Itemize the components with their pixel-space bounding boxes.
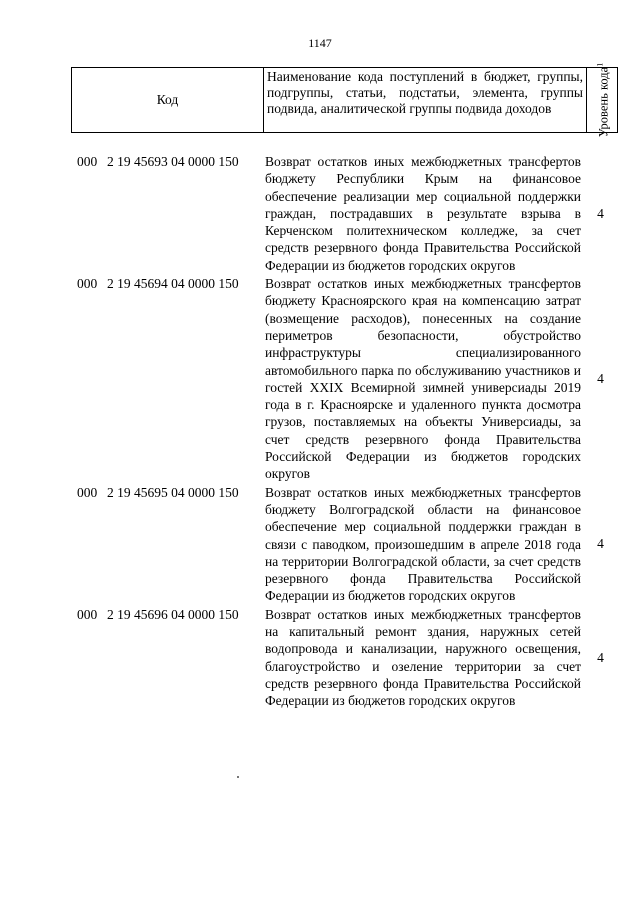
scan-speck <box>237 776 239 778</box>
table-row <box>77 275 618 483</box>
row-code: 2 19 45693 04 0000 150 <box>107 154 239 169</box>
table-row <box>77 153 618 274</box>
header-level <box>587 62 617 138</box>
table-row <box>77 484 618 605</box>
row-level: 4 <box>597 205 604 221</box>
table-header <box>71 62 618 138</box>
row-prefix: 000 <box>77 484 98 500</box>
row-name: Возврат остатков иных межбюджетных трансфертов на капитальный ремонт здания, наружных сетей водопровода и канализации, наружного освещения, благоустройство и озеление территории за счет средств резервного фонда Правительства Российской Федерации из бюджетов городских округов <box>265 606 581 709</box>
row-level: 4 <box>597 649 604 665</box>
header-code: Код <box>72 68 264 132</box>
page-number: 1147 <box>308 36 332 50</box>
footnote-marker: 1 <box>595 62 605 67</box>
table-body <box>77 153 618 711</box>
row-name: Возврат остатков иных межбюджетных трансфертов бюджету Республики Крым на финансовое обеспечение реализации мер социальной поддержки граждан, пострадавших в результате взрыва в Керченском политехническом колледже, за счет средств резервного фонда Правительства Российской Федерации из бюджетов городских округов <box>265 154 581 273</box>
row-code: 2 19 45696 04 0000 150 <box>107 606 239 622</box>
header-name: Наименование кода поступлений в бюджет, группы, подгруппы, статьи, подстатьи, элемента, группы подвида, аналитической группы подвида доходов <box>264 68 587 132</box>
row-name: Возврат остатков иных межбюджетных трансфертов бюджету Волгоградской области на финансовое обеспечение мер социальной поддержки граждан в связи с паводком, произошедшим в апреле 2018 года на территории Волгоградской области, за счет средств резервного фонда Правительства Российской Федерации из бюджетов городских округов <box>265 484 581 604</box>
row-level: 4 <box>597 536 604 552</box>
row-code: 2 19 45694 04 0000 150 <box>107 276 239 292</box>
row-code: 2 19 45695 04 0000 150 <box>107 484 239 500</box>
header-level-label: Уровень кода$^1$ <box>595 62 611 138</box>
row-level: 4 <box>597 370 604 386</box>
table-row <box>77 606 618 710</box>
row-prefix: 000 <box>77 154 98 169</box>
row-name: Возврат остатков иных межбюджетных трансфертов бюджету Красноярского края на компенсацию затрат (возмещение расходов), понесенных на создание периметров безопасности, обустройство инфраструктуры специализированного автомобильного парка по обслуживанию участников и гостей XXIX Всемирной зимней универсиады 2019 года в г. Красноярске и удаленного пункта досмотра грузов, поставляемых на объекты Универсиады, за счет средств резервного фонда Правительства Российской Федерации из бюджетов городских округов <box>265 276 581 482</box>
row-prefix: 000 <box>77 276 98 292</box>
row-prefix: 000 <box>77 606 98 622</box>
